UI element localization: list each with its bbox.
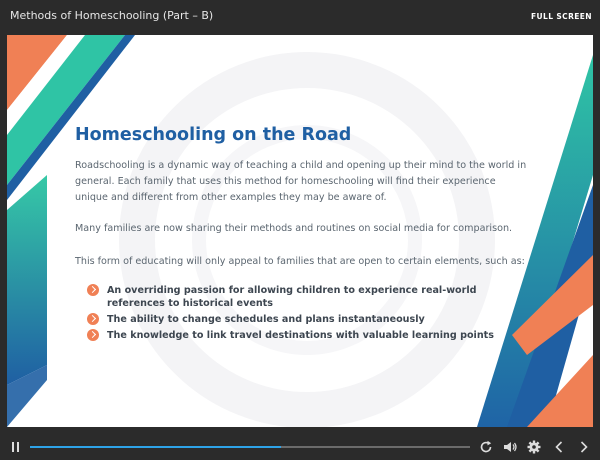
next-icon[interactable] — [576, 439, 592, 455]
paragraph-sharing: Many families are now sharing their methods and routines on social media for comparison. — [75, 223, 513, 234]
paragraph-appeal: This form of educating will only appeal to families that are open to certain elements, such as: — [75, 256, 525, 267]
bullet-item — [87, 284, 527, 310]
previous-icon[interactable] — [551, 439, 567, 455]
chevron-right-icon — [87, 313, 99, 325]
player-controls — [0, 427, 600, 460]
fullscreen-button[interactable]: FULL SCREEN — [531, 12, 592, 21]
volume-icon[interactable] — [502, 439, 518, 455]
progress-fill — [30, 446, 281, 448]
settings-icon[interactable] — [526, 439, 542, 455]
bullet-item — [87, 313, 527, 326]
replay-icon[interactable] — [478, 439, 494, 455]
progress-track[interactable] — [30, 446, 470, 448]
window-title: Methods of Homeschooling (Part – B) — [10, 9, 214, 22]
bullet-text: The ability to change schedules and plans instantaneously — [107, 314, 425, 325]
stripe-left-vertical — [7, 175, 47, 385]
chevron-right-icon — [87, 284, 99, 296]
watermark-circle — [137, 70, 477, 410]
bullet-list — [87, 284, 527, 345]
bullet-text: The knowledge to link travel destinations with valuable learning points — [107, 330, 494, 341]
slide — [7, 35, 593, 427]
bullet-text: An overriding passion for allowing children to experience real-world references to historical events — [107, 285, 477, 309]
paragraph-intro: Roadschooling is a dynamic way of teaching a child and opening up their mind to the world in general. Each family that uses this method for homeschooling will find their experience unique and different from other examples they may be aware of. — [75, 160, 527, 203]
bullet-item — [87, 329, 527, 342]
chevron-right-icon — [87, 329, 99, 341]
top-bar — [0, 0, 600, 34]
pause-icon[interactable] — [12, 442, 20, 452]
slide-heading: Homeschooling on the Road — [75, 125, 352, 145]
